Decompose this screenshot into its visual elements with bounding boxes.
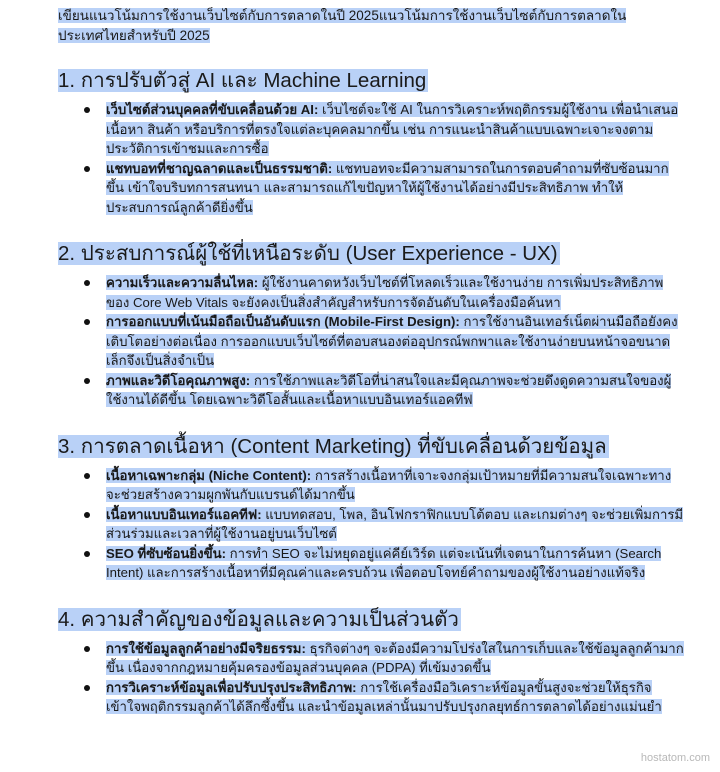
bullet-list: [58, 639, 682, 717]
item-title: การวิเคราะห์ข้อมูลเพื่อปรับปรุงประสิทธิภาพ:: [106, 679, 357, 695]
list-item: [58, 505, 684, 544]
item-title: การใช้ข้อมูลลูกค้าอย่างมีจริยธรรม:: [106, 640, 306, 656]
item-title: การออกแบบที่เน้นมือถือเป็นอันดับแรก (Mobile-First Design):: [106, 314, 460, 329]
item-text: การใช้ภาพและวิดีโอที่น่าสนใจและมีคุณภาพจะช่วยดึงดูดความสนใจของผู้ใช้งานได้ดีขึ้น โดยเฉพาะวิดีโอสั้นและเนื้อหาแบบอินเทอร์แอคทีฟ: [106, 372, 672, 407]
list-item: [58, 371, 684, 410]
item-text: การสร้างเนื้อหาที่เจาะจงกลุ่มเป้าหมายที่มีความสนใจเฉพาะทางจะช่วยสร้างความผูกพันกับแบรนด์ได้มากขึ้น: [106, 467, 672, 502]
item-title: เนื้อหาเฉพาะกลุ่ม (Niche Content):: [106, 467, 312, 483]
list-item: [58, 639, 684, 678]
bullet-icon: [84, 473, 90, 479]
section-2: [58, 239, 682, 410]
item-title: ภาพและวิดีโอคุณภาพสูง:: [106, 372, 251, 388]
item-text: การใช้เครื่องมือวิเคราะห์ข้อมูลขั้นสูงจะช่วยให้ธุรกิจเข้าใจพฤติกรรมลูกค้าได้ลึกซึ้งขึ้น และนำข้อมูลเหล่านั้นมาปรับปรุงกลยุทธ์การตลาดได้อย่างแม่นยำ: [106, 679, 662, 714]
section-1: [58, 66, 682, 217]
section-heading: 2. ประสบการณ์ผู้ใช้ที่เหนือระดับ (User Experience - UX): [58, 242, 558, 265]
item-title: เนื้อหาแบบอินเทอร์แอคทีฟ:: [106, 506, 262, 522]
list-item: [58, 312, 684, 371]
item-text: เว็บไซต์จะใช้ AI ในการวิเคราะห์พฤติกรรมผู้ใช้งาน เพื่อนำเสนอเนื้อหา สินค้า หรือบริการที่ตรงใจแต่ละบุคคลมากขึ้น เช่น การแนะนำสินค้าแบบเฉพาะเจาะจงตามประวัติการเข้าชมและการซื้อ: [106, 102, 679, 156]
bullet-list: [58, 466, 682, 583]
item-text: ธุรกิจต่างๆ จะต้องมีความโปร่งใสในการเก็บและใช้ข้อมูลลูกค้ามากขึ้น เนื่องจากกฎหมายคุ้มครองข้อมูลส่วนบุคคล (PDPA) ที่เข้มงวดขึ้น: [106, 640, 684, 675]
list-item: [58, 544, 684, 583]
item-text: การใช้งานอินเทอร์เน็ตผ่านมือถือยังคงเติบโตอย่างต่อเนื่อง การออกแบบเว็บไซต์ที่ตอบสนองต่ออุปกรณ์พกพาและใช้งานง่ายบนหน้าจอขนาดเล็กจึงเป็นสิ่งจำเป็น: [106, 314, 678, 368]
bullet-icon: [84, 512, 90, 518]
section-heading: 3. การตลาดเนื้อหา (Content Marketing) ที่ขับเคลื่อนด้วยข้อมูล: [58, 434, 607, 458]
bullet-icon: [84, 551, 90, 557]
intro-paragraph: [58, 6, 643, 46]
bullet-icon: [84, 166, 90, 172]
section-4: [58, 605, 682, 717]
item-title: ความเร็วและความลื่นไหล:: [106, 275, 259, 290]
item-title: SEO ที่ซับซ้อนยิ่งขึ้น:: [106, 545, 227, 561]
bullet-icon: [84, 107, 90, 113]
item-text: แบบทดสอบ, โพล, อินโฟกราฟิกแบบโต้ตอบ และเกมต่างๆ จะช่วยเพิ่มการมีส่วนร่วมและเวลาที่ผู้ใช้งานอยู่บนเว็บไซต์: [106, 506, 684, 541]
item-text: ผู้ใช้งานคาดหวังเว็บไซต์ที่โหลดเร็วและใช้งานง่าย การเพิ่มประสิทธิภาพของ Core Web Vitals จะยังคงเป็นสิ่งสำคัญสำหรับการจัดอันดับในเครื่องมือค้นหา: [106, 275, 664, 310]
item-title: แชทบอทที่ชาญฉลาดและเป็นธรรมชาติ:: [106, 160, 333, 176]
bullet-list: [58, 273, 682, 410]
bullet-icon: [84, 685, 90, 691]
item-text: การทำ SEO จะไม่หยุดอยู่แค่คีย์เวิร์ด แต่จะเน้นที่เจตนาในการค้นหา (Search Intent) และการสร้างเนื้อหาที่มีคุณค่าและครบถ้วน เพื่อตอบโจทย์คำถามของผู้ใช้งานอย่างแท้จริง: [106, 545, 662, 580]
bullet-list: [58, 100, 682, 217]
watermark: hostatom.com: [640, 752, 710, 764]
list-item: [58, 100, 684, 159]
list-item: [58, 159, 684, 218]
section-heading: 1. การปรับตัวสู่ AI และ Machine Learning: [58, 69, 427, 92]
list-item: [58, 273, 684, 312]
section-heading: 4. ความสำคัญของข้อมูลและความเป็นส่วนตัว: [58, 607, 459, 631]
item-title: เว็บไซต์ส่วนบุคคลที่ขับเคลื่อนด้วย AI:: [106, 102, 319, 117]
list-item: [58, 466, 684, 505]
section-3: [58, 432, 682, 583]
bullet-icon: [84, 646, 90, 652]
bullet-icon: [84, 280, 90, 286]
item-text: แชทบอทจะมีความสามารถในการตอบคำถามที่ซับซ้อนมากขึ้น เข้าใจบริบทการสนทนา และสามารถแก้ไขปัญหาให้ผู้ใช้งานได้อย่างมีประสิทธิภาพ ทำให้ประสบการณ์ลูกค้าดียิ่งขึ้น: [106, 160, 669, 215]
intro-text: เขียนแนวโน้มการใช้งานเว็บไซต์กับการตลาดในปี 2025แนวโน้มการใช้งานเว็บไซต์กับการตลาดในประเทศไทยสำหรับปี 2025: [58, 8, 627, 43]
bullet-icon: [84, 319, 90, 325]
list-item: [58, 678, 684, 717]
bullet-icon: [84, 378, 90, 384]
